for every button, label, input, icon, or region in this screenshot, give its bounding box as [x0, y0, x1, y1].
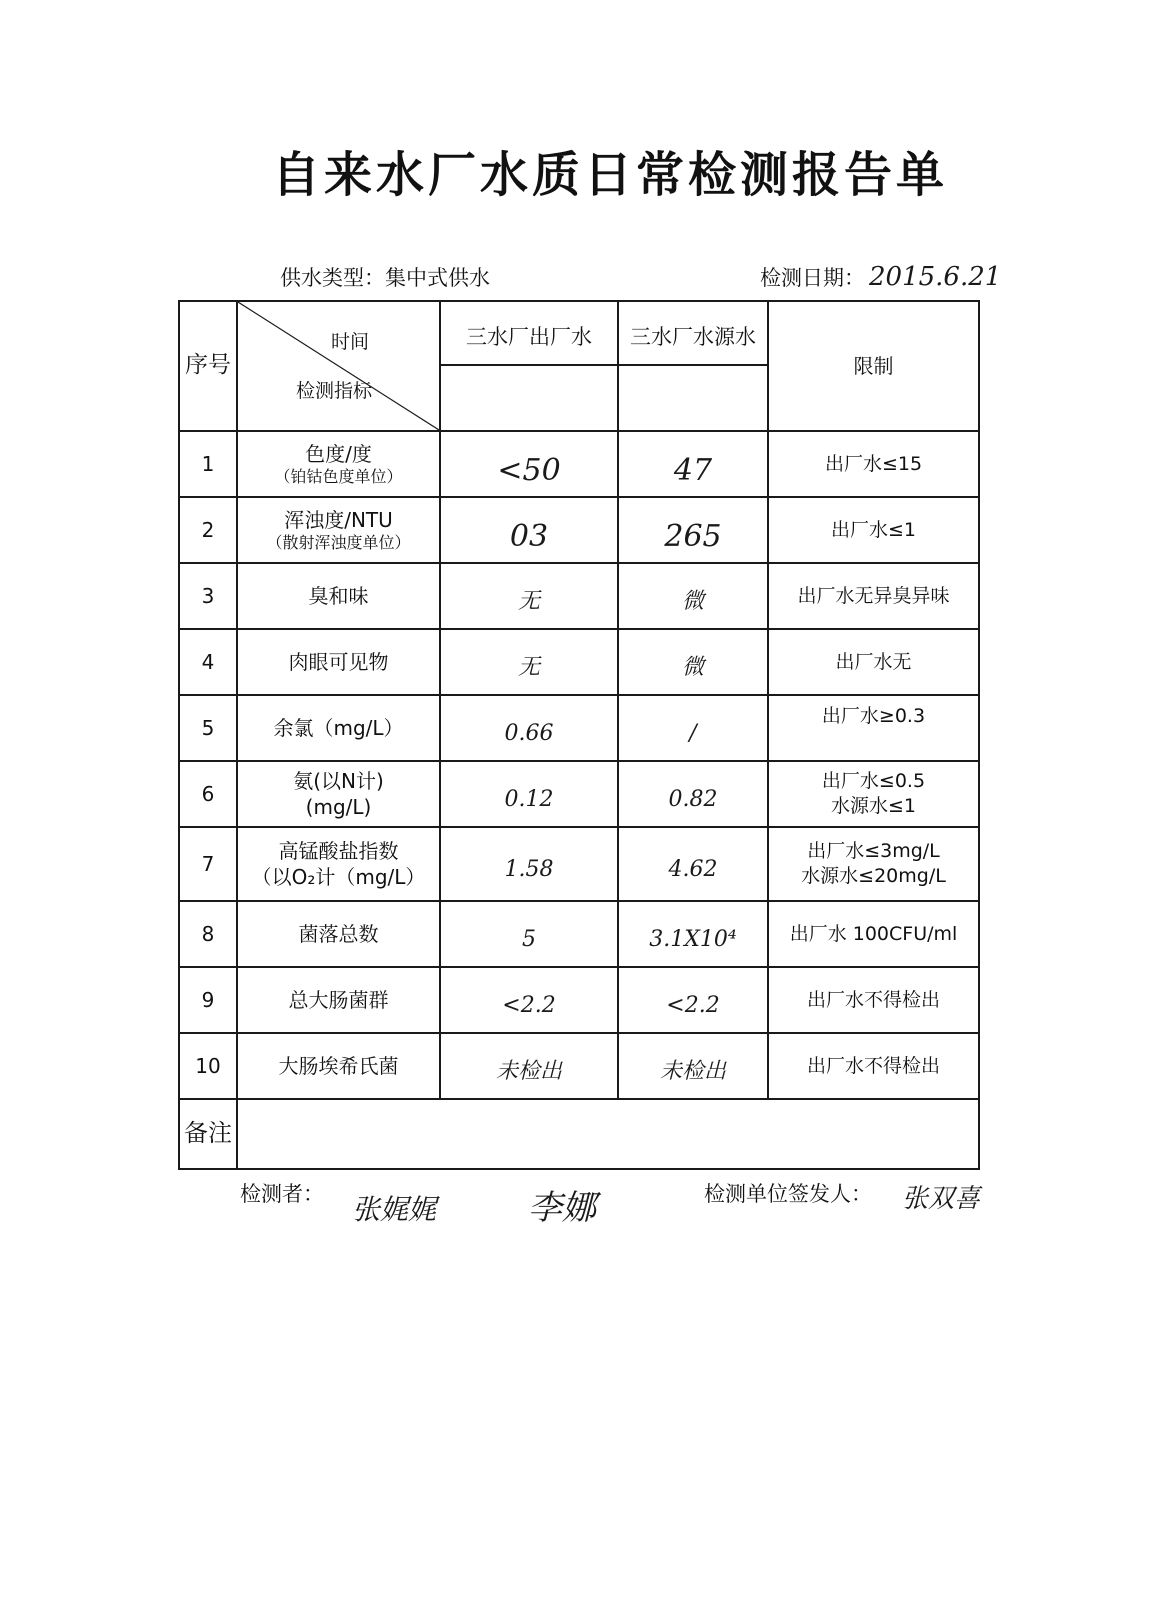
outlet-value: 0.12 [440, 761, 618, 827]
col-header-outlet: 三水厂出厂水 [440, 301, 618, 365]
limit-line: 出厂水 100CFU/ml [789, 922, 958, 945]
remark-value [237, 1099, 979, 1169]
row-item [237, 967, 440, 1033]
date-value: 2015.6.21 [869, 262, 1002, 292]
supply-type: 供水类型：集中式供水 [280, 266, 490, 290]
source-value: 47 [618, 431, 768, 497]
row-item [237, 431, 440, 497]
source-value: 未检出 [618, 1033, 768, 1099]
row-seq: 2 [179, 497, 237, 563]
issuer-signature: 张双喜 [902, 1184, 981, 1214]
row-item [237, 497, 440, 563]
row-seq: 5 [179, 695, 237, 761]
remark-label: 备注 [179, 1099, 237, 1169]
source-value: / [618, 695, 768, 761]
header-row [179, 301, 979, 365]
diagonal-line [238, 302, 439, 430]
source-value: 微 [618, 563, 768, 629]
item-sub: （以O₂计（mg/L） [251, 865, 426, 889]
limit-value [768, 563, 979, 629]
limit-line: 出厂水≥0.3 [821, 705, 926, 727]
row-item [237, 695, 440, 761]
inspector-signature-2: 李娜 [528, 1188, 596, 1228]
source-value: 微 [618, 629, 768, 695]
limit-value [768, 827, 979, 901]
outlet-value: 03 [440, 497, 618, 563]
table-row [179, 1033, 979, 1099]
outlet-value: 未检出 [440, 1033, 618, 1099]
report-table [178, 300, 980, 1170]
row-item [237, 629, 440, 695]
limit-line: 出厂水不得检出 [806, 988, 940, 1011]
col-header-limit: 限制 [768, 301, 979, 431]
source-time-cell [618, 365, 768, 431]
source-value: <2.2 [618, 967, 768, 1033]
row-seq: 4 [179, 629, 237, 695]
row-seq: 8 [179, 901, 237, 967]
item-name: 氨(以N计) [293, 769, 384, 793]
row-seq: 9 [179, 967, 237, 1033]
outlet-value: 无 [440, 563, 618, 629]
limit-line: 出厂水≤3mg/L [807, 840, 940, 863]
outlet-value: 无 [440, 629, 618, 695]
source-value: 0.82 [618, 761, 768, 827]
item-name: 高锰酸盐指数 [278, 839, 399, 863]
issuer-label: 检测单位签发人： [704, 1182, 872, 1206]
row-item [237, 761, 440, 827]
limit-value [768, 497, 979, 563]
limit-line: 出厂水不得检出 [806, 1054, 940, 1077]
outlet-value: 0.66 [440, 695, 618, 761]
limit-value [768, 1033, 979, 1099]
row-item [237, 827, 440, 901]
inspector-signature-1: 张娓娓 [352, 1193, 437, 1226]
limit-value [768, 901, 979, 967]
item-name: 余氯（mg/L） [273, 716, 404, 740]
table-row [179, 497, 979, 563]
table-row [179, 431, 979, 497]
limit-line-2: 水源水≤1 [830, 795, 916, 817]
item-name: 浑浊度/NTU [284, 507, 393, 532]
table-row [179, 629, 979, 695]
table-row [179, 827, 979, 901]
source-value: 3.1X10⁴ [618, 901, 768, 967]
row-seq: 10 [179, 1033, 237, 1099]
limit-value [768, 431, 979, 497]
row-seq: 3 [179, 563, 237, 629]
outlet-value: 5 [440, 901, 618, 967]
item-name: 大肠埃希氏菌 [278, 1054, 399, 1078]
row-seq: 6 [179, 761, 237, 827]
inspector-label: 检测者： [240, 1182, 324, 1206]
item-sub: （铂钴色度单位） [274, 466, 403, 486]
seq-header: 序号 [179, 301, 237, 431]
row-item [237, 901, 440, 967]
page-title: 自来水厂水质日常检测报告单 [271, 147, 948, 203]
item-sub: (mg/L) [305, 795, 372, 819]
limit-value [768, 695, 979, 761]
source-value: 265 [618, 497, 768, 563]
diagonal-header [237, 301, 440, 431]
table-row [179, 967, 979, 1033]
limit-line: 出厂水无异臭异味 [797, 584, 950, 607]
row-item [237, 1033, 440, 1099]
col-header-source: 三水厂水源水 [618, 301, 768, 365]
limit-value [768, 967, 979, 1033]
table-row [179, 761, 979, 827]
outlet-value: <2.2 [440, 967, 618, 1033]
item-name: 总大肠菌群 [288, 988, 389, 1012]
limit-line: 出厂水≤0.5 [821, 770, 926, 793]
row-seq: 1 [179, 431, 237, 497]
row-seq: 7 [179, 827, 237, 901]
item-name: 臭和味 [308, 584, 369, 608]
limit-line: 出厂水无 [835, 650, 912, 673]
outlet-value: <50 [440, 431, 618, 497]
item-name: 色度/度 [305, 441, 372, 466]
limit-line: 出厂水≤1 [830, 518, 916, 541]
item-sub: （散射浑浊度单位） [266, 532, 411, 552]
limit-value [768, 629, 979, 695]
outlet-value: 1.58 [440, 827, 618, 901]
remark-row [179, 1099, 979, 1169]
row-item [237, 563, 440, 629]
limit-value [768, 761, 979, 827]
diag-time-label: 时间 [330, 331, 369, 353]
table-row [179, 695, 979, 761]
table-row [179, 901, 979, 967]
limit-line-2: 水源水≤20mg/L [801, 865, 946, 887]
source-value: 4.62 [618, 827, 768, 901]
inspection-date [760, 262, 1001, 292]
table-row [179, 563, 979, 629]
item-name: 肉眼可见物 [288, 650, 389, 674]
item-name: 菌落总数 [298, 922, 379, 946]
outlet-time-cell [440, 365, 618, 431]
limit-line: 出厂水≤15 [824, 452, 923, 475]
diag-indicator-label: 检测指标 [296, 380, 373, 403]
date-label: 检测日期： [760, 266, 865, 290]
